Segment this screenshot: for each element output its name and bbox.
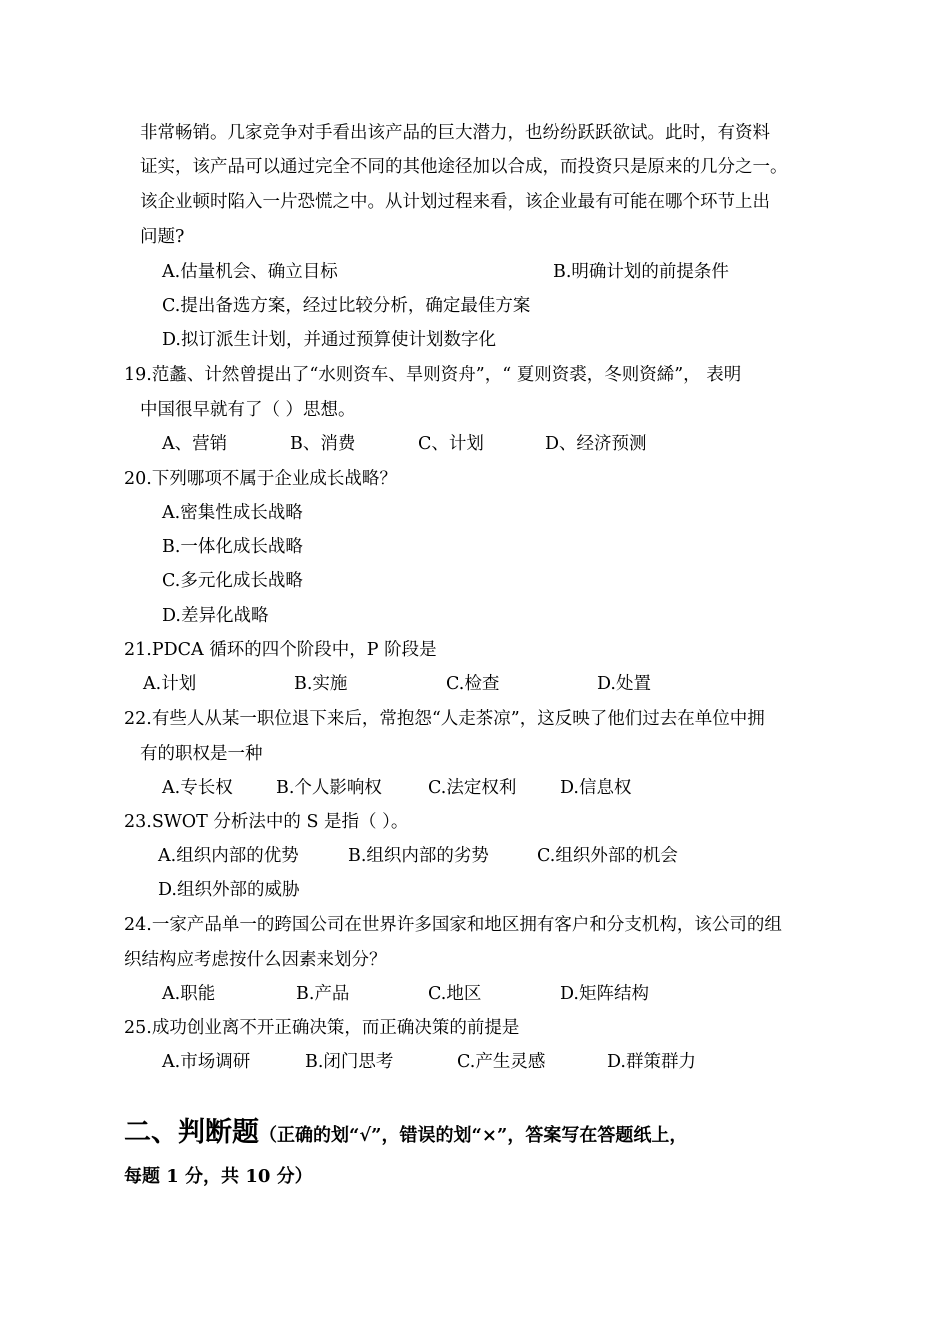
q23-option-a: A.组织内部的优势 — [158, 846, 299, 866]
q20-option-b: B.一体化成长战略 — [162, 537, 303, 557]
q25-option-c: C.产生灵感 — [457, 1052, 546, 1072]
q18-option-a: A.估量机会、确立目标 — [162, 262, 338, 282]
q24-option-a: A.职能 — [162, 984, 216, 1004]
q19-stem-line-2: 中国很早就有了（ ）思想。 — [140, 400, 356, 420]
q25-option-d: D.群策群力 — [607, 1052, 696, 1072]
q19-option-c: C、计划 — [418, 434, 484, 454]
q21-option-d: D.处置 — [597, 674, 651, 694]
q19-option-a: A、营销 — [162, 434, 228, 454]
q25-option-a: A.市场调研 — [162, 1052, 251, 1072]
q18-stem-line-4: 问题? — [140, 227, 185, 247]
section-note-line-2: 每题 1 分，共 10 分） — [124, 1166, 313, 1187]
q19-option-d: D、经济预测 — [545, 434, 647, 454]
q22-option-c: C.法定权利 — [428, 778, 517, 798]
q20-stem: 20.下列哪项不属于企业成长战略？ — [124, 469, 397, 489]
q23-option-d: D.组织外部的威胁 — [158, 880, 300, 900]
q22-stem-line-2: 有的职权是一种 — [140, 744, 263, 764]
q18-stem-line-2: 证实，该产品可以通过完全不同的其他途径加以合成，而投资只是原来的几分之一。 — [140, 157, 788, 177]
q21-option-c: C.检查 — [446, 674, 500, 694]
q24-option-c: C.地区 — [428, 984, 482, 1004]
q24-option-d: D.矩阵结构 — [560, 984, 649, 1004]
q18-option-c: C.提出备选方案，经过比较分析，确定最佳方案 — [162, 296, 531, 316]
q19-stem-line-1: 19.范蠡、计然曾提出了“水则资车、旱则资舟”，“ 夏则资裘，冬则资絺”， 表明 — [124, 365, 742, 385]
q24-stem-line-1: 24.一家产品单一的跨国公司在世界许多国家和地区拥有客户和分支机构，该公司的组 — [124, 915, 782, 935]
section-title: 二、判断题 — [124, 1117, 259, 1148]
q21-stem: 21.PDCA 循环的四个阶段中，P 阶段是 — [124, 640, 437, 660]
q25-stem: 25.成功创业离不开正确决策，而正确决策的前提是 — [124, 1018, 520, 1038]
q19-option-b: B、消费 — [290, 434, 356, 454]
section-heading — [124, 1110, 687, 1149]
q24-stem-line-2: 织结构应考虑按什么因素来划分？ — [124, 950, 387, 970]
q20-option-c: C.多元化成长战略 — [162, 571, 303, 591]
q21-option-a: A.计划 — [143, 674, 197, 694]
q22-option-b: B.个人影响权 — [276, 778, 382, 798]
q18-stem-line-3: 该企业顿时陷入一片恐慌之中。从计划过程来看，该企业最有可能在哪个环节上出 — [140, 192, 770, 212]
q22-option-a: A.专长权 — [162, 778, 233, 798]
q18-option-d: D.拟订派生计划，并通过预算使计划数字化 — [162, 330, 496, 350]
q25-option-b: B.闭门思考 — [305, 1052, 394, 1072]
section-note: （正确的划“√”，错误的划“×”，答案写在答题纸上， — [259, 1125, 688, 1146]
q23-option-c: C.组织外部的机会 — [537, 846, 678, 866]
q18-stem-line-1: 非常畅销。几家竞争对手看出该产品的巨大潜力，也纷纷跃跃欲试。此时，有资料 — [140, 123, 770, 143]
q24-option-b: B.产品 — [296, 984, 350, 1004]
q22-stem-line-1: 22.有些人从某一职位退下来后，常抱怨“人走茶凉”，这反映了他们过去在单位中拥 — [124, 709, 765, 729]
q20-option-d: D.差异化战略 — [162, 606, 269, 626]
q23-stem: 23.SWOT 分析法中的 S 是指（ ）。 — [124, 812, 409, 832]
q23-option-b: B.组织内部的劣势 — [348, 846, 489, 866]
q18-option-b: B.明确计划的前提条件 — [553, 262, 729, 282]
q20-option-a: A.密集性成长战略 — [162, 503, 303, 523]
q21-option-b: B.实施 — [294, 674, 348, 694]
q22-option-d: D.信息权 — [560, 778, 632, 798]
